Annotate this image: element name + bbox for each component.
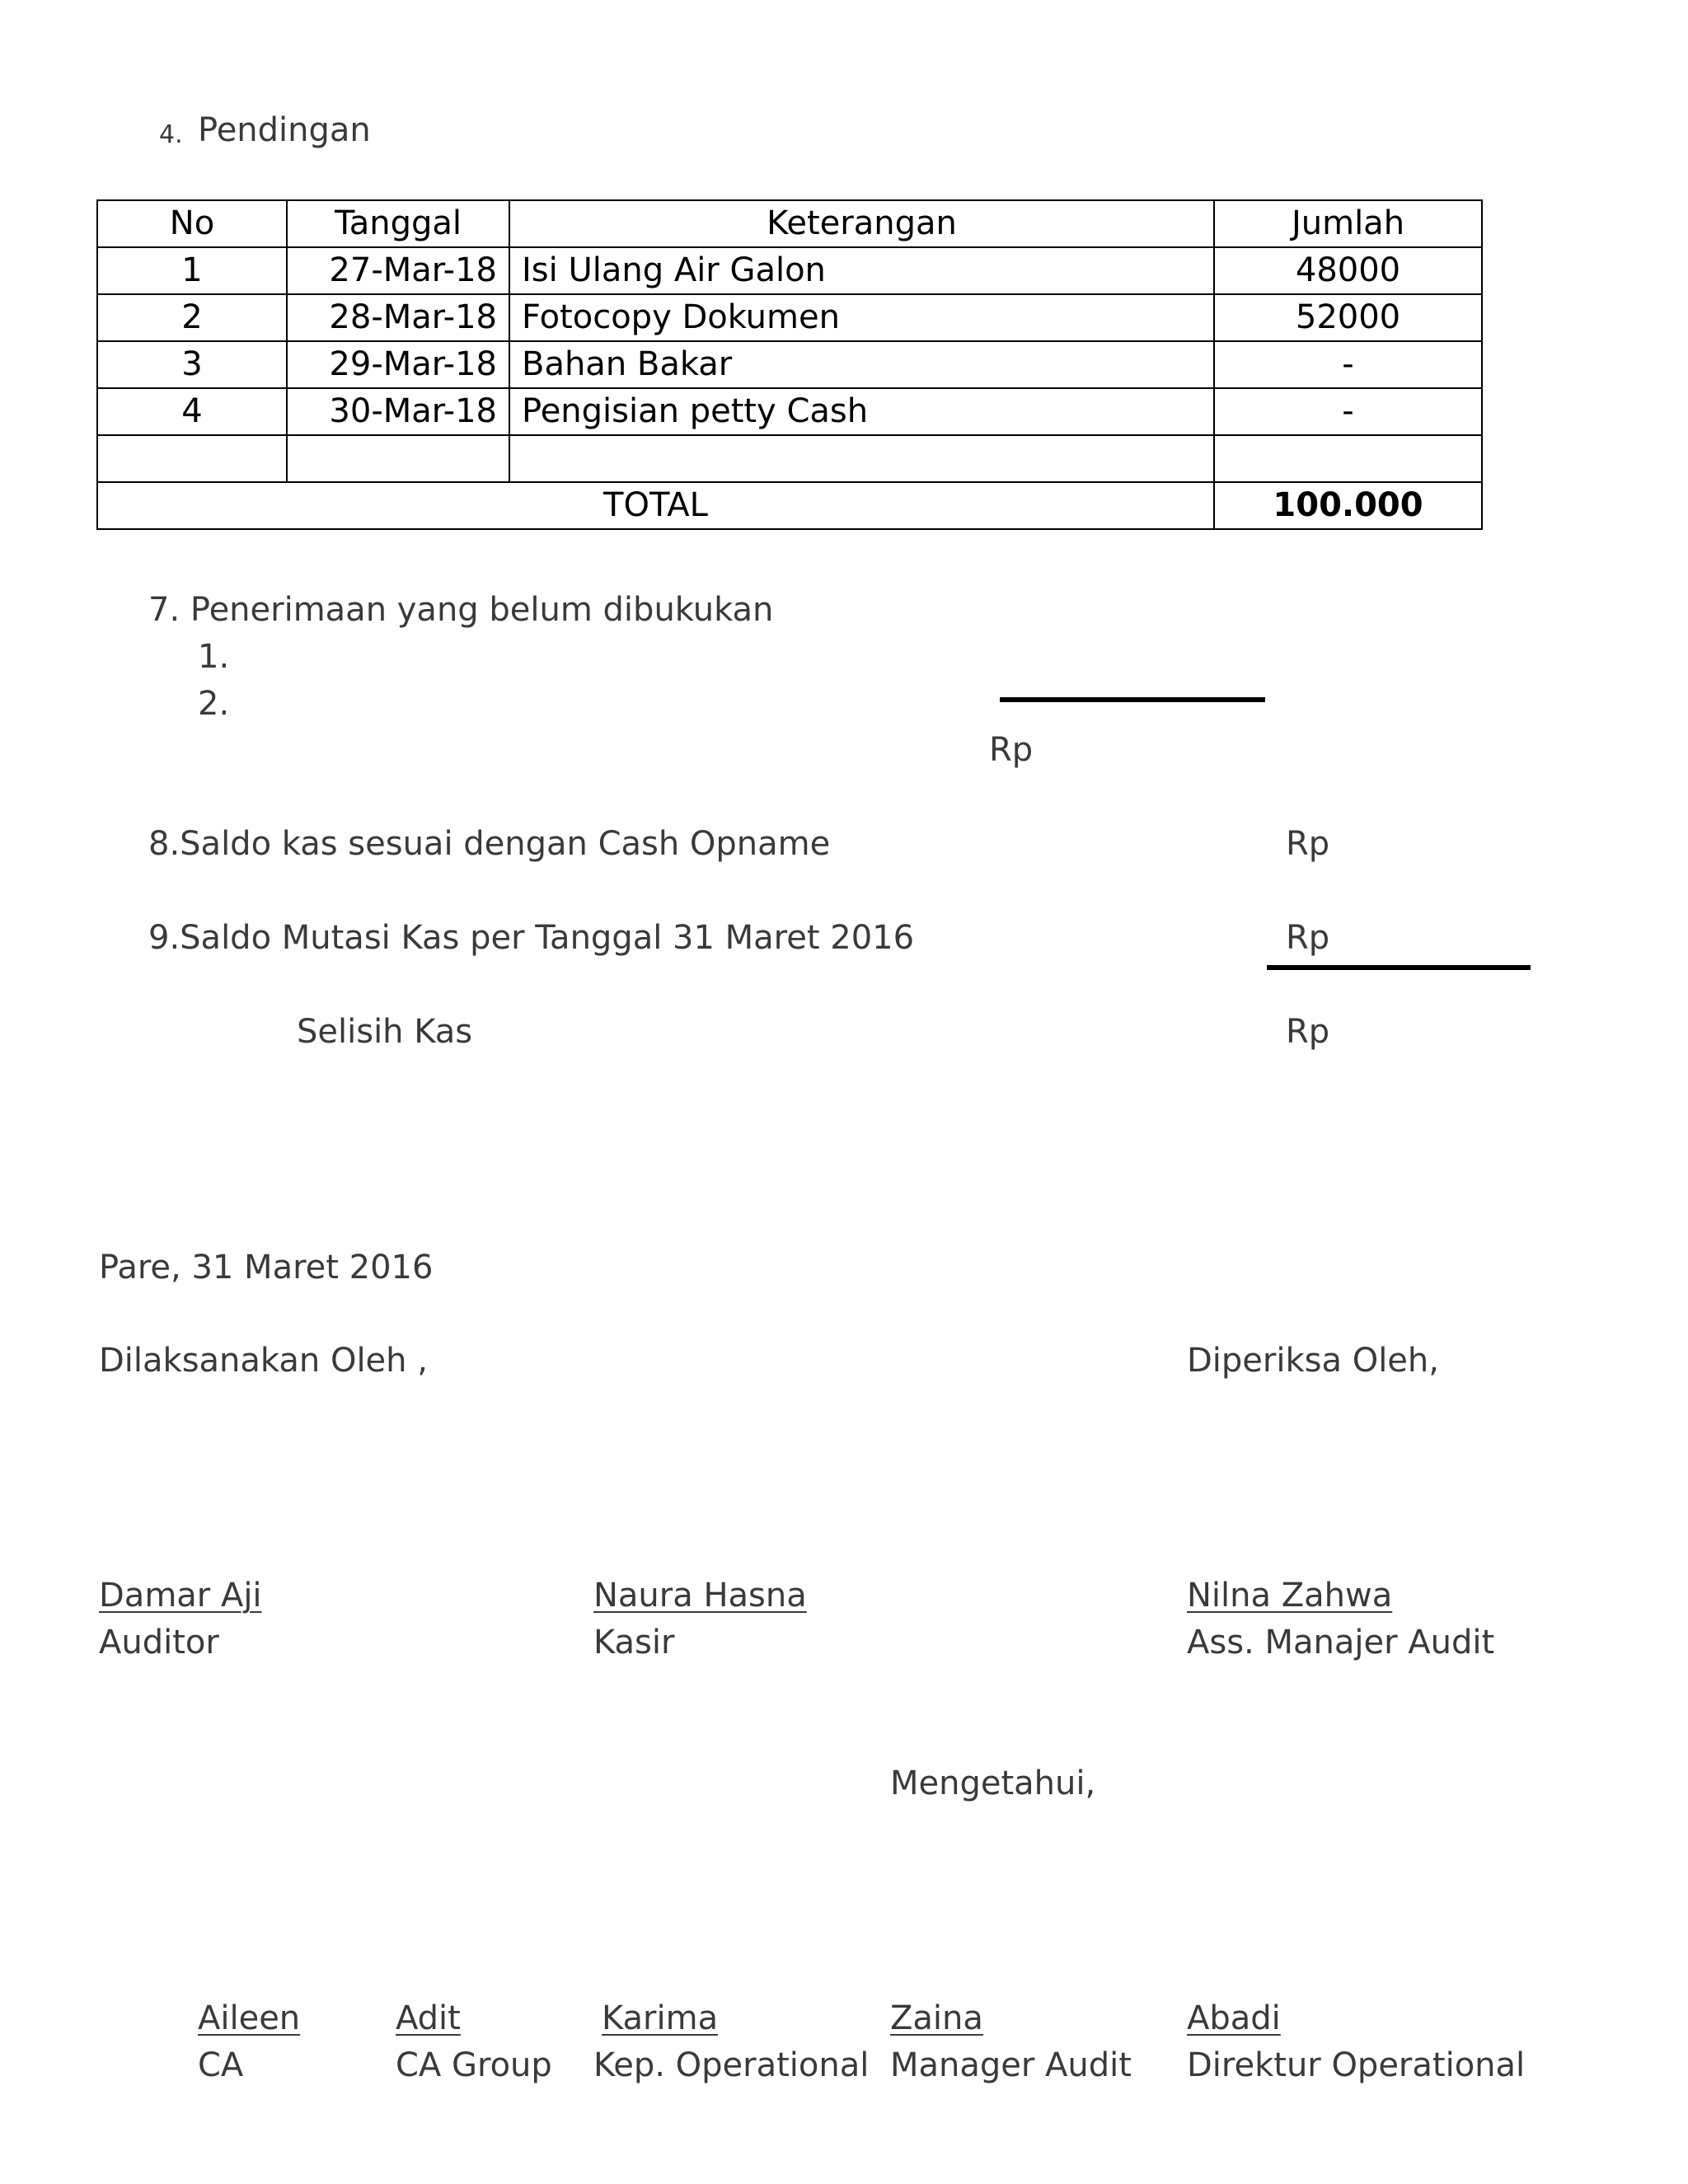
row-desc: Bahan Bakar xyxy=(509,341,1214,388)
table-row xyxy=(97,294,1482,341)
table-row xyxy=(97,388,1482,435)
signer-role: Kep. Operational xyxy=(593,2046,870,2084)
signer-role: Direktur Operational xyxy=(1187,2046,1526,2084)
signer-role: CA xyxy=(198,2046,244,2084)
empty-cell xyxy=(1214,435,1482,482)
petty-cash-table xyxy=(96,199,1483,530)
signer-name: Abadi xyxy=(1187,1999,1281,2037)
section-7-title: 7. Penerimaan yang belum dibukukan xyxy=(148,591,774,629)
table-header-row xyxy=(97,200,1482,247)
acknowledged-label: Mengetahui, xyxy=(890,1765,1096,1802)
row-date: 28-Mar-18 xyxy=(287,294,509,341)
signer-name: Damar Aji xyxy=(99,1577,262,1615)
section-8-currency: Rp xyxy=(1286,825,1330,863)
signer-role: Manager Audit xyxy=(890,2046,1132,2084)
row-amount: - xyxy=(1214,388,1482,435)
row-amount: - xyxy=(1214,341,1482,388)
section-9-currency: Rp xyxy=(1286,919,1330,957)
table-row xyxy=(97,341,1482,388)
row-desc: Fotocopy Dokumen xyxy=(509,294,1214,341)
section-7-sum-line xyxy=(1000,697,1265,702)
executed-by-label: Dilaksanakan Oleh , xyxy=(99,1342,428,1380)
row-desc: Pengisian petty Cash xyxy=(509,388,1214,435)
table-empty-row xyxy=(97,435,1482,482)
row-no: 1 xyxy=(97,247,287,294)
total-label: TOTAL xyxy=(97,482,1214,529)
signer-name: Nilna Zahwa xyxy=(1187,1577,1393,1615)
signer-role: Kasir xyxy=(593,1624,675,1661)
signer-name: Karima xyxy=(602,1999,719,2037)
row-no: 4 xyxy=(97,388,287,435)
section-7-currency: Rp xyxy=(989,731,1034,769)
place-date: Pare, 31 Maret 2016 xyxy=(99,1249,434,1286)
table-total-row xyxy=(97,482,1482,529)
empty-cell xyxy=(97,435,287,482)
signer-role: CA Group xyxy=(396,2046,552,2084)
selisih-kas-title: Selisih Kas xyxy=(297,1013,473,1051)
table-row xyxy=(97,247,1482,294)
section-4-number: 4. xyxy=(159,120,183,149)
row-date: 30-Mar-18 xyxy=(287,388,509,435)
row-amount: 52000 xyxy=(1214,294,1482,341)
section-9-sum-line xyxy=(1267,965,1531,970)
section-9-title: 9.Saldo Mutasi Kas per Tanggal 31 Maret 2016 xyxy=(148,919,915,957)
section-4-title: Pendingan xyxy=(198,111,371,149)
section-7-item-2: 2. xyxy=(198,685,230,723)
row-date: 29-Mar-18 xyxy=(287,341,509,388)
selisih-kas-currency: Rp xyxy=(1286,1013,1330,1051)
total-value: 100.000 xyxy=(1214,482,1482,529)
header-date: Tanggal xyxy=(287,200,509,247)
row-desc: Isi Ulang Air Galon xyxy=(509,247,1214,294)
row-no: 3 xyxy=(97,341,287,388)
row-date: 27-Mar-18 xyxy=(287,247,509,294)
signer-name: Naura Hasna xyxy=(593,1577,807,1615)
empty-cell xyxy=(509,435,1214,482)
header-desc: Keterangan xyxy=(509,200,1214,247)
header-amount: Jumlah xyxy=(1214,200,1482,247)
empty-cell xyxy=(287,435,509,482)
signer-role: Ass. Manajer Audit xyxy=(1187,1624,1495,1661)
signer-name: Aileen xyxy=(198,1999,301,2037)
section-7-item-1: 1. xyxy=(198,638,230,676)
checked-by-label: Diperiksa Oleh, xyxy=(1187,1342,1439,1380)
section-8-title: 8.Saldo kas sesuai dengan Cash Opname xyxy=(148,825,831,863)
row-amount: 48000 xyxy=(1214,247,1482,294)
signer-name: Adit xyxy=(396,1999,461,2037)
signer-role: Auditor xyxy=(99,1624,219,1661)
row-no: 2 xyxy=(97,294,287,341)
signer-name: Zaina xyxy=(890,1999,983,2037)
header-no: No xyxy=(97,200,287,247)
